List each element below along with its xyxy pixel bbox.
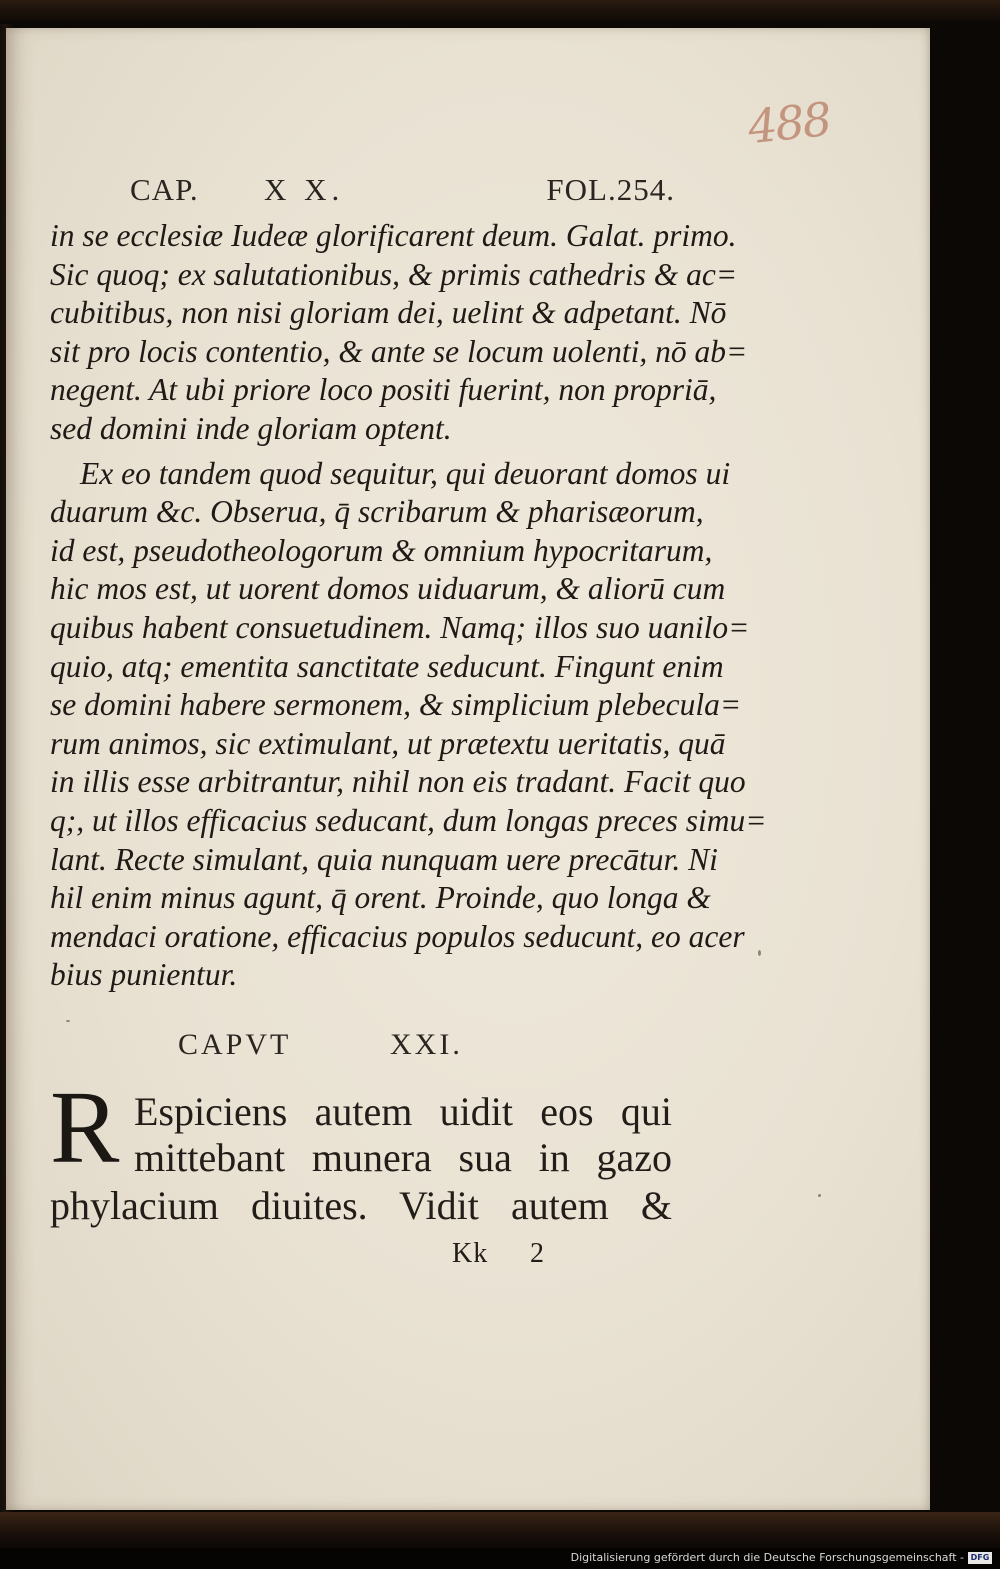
dfg-logo-icon: DFG	[968, 1552, 992, 1564]
text-line: lant. Recte simulant, quia nunquam uere precātur. Ni	[50, 841, 718, 877]
text-line: sit pro locis contentio, & ante se locum uolenti, nō ab=	[50, 333, 748, 369]
handwritten-folio-number: 488	[745, 91, 833, 155]
drop-cap: R	[50, 1070, 120, 1185]
text-line: rum animos, sic extimulant, ut prætextu ueritatis, quā	[50, 725, 726, 761]
paper-speck	[818, 1194, 821, 1197]
opening-line: Espiciens autem uidit eos qui	[134, 1089, 672, 1134]
footer-bar	[0, 1548, 1000, 1569]
text-line: quio, atq; ementita sanctitate seducunt. Fingunt enim	[50, 648, 724, 684]
chapter-heading-number: XXI.	[390, 1028, 463, 1061]
text-line: Sic quoq; ex salutationibus, & primis cathedris & ac=	[50, 256, 738, 292]
text-line: cubitibus, non nisi gloriam dei, uelint & adpetant. Nō	[50, 295, 727, 331]
book-edge-bottom	[0, 1512, 1000, 1548]
paper-speck	[758, 950, 761, 956]
text-line: duarum &c. Obserua, q̄ scribarum & pharisæorum,	[50, 494, 704, 530]
chapter-heading-word: CAPVT	[178, 1028, 292, 1061]
running-head-chapter-label: CAP.	[130, 172, 199, 207]
text-line: se domini habere sermonem, & simplicium plebecula=	[50, 687, 742, 723]
text-line: id est, pseudotheologorum & omnium hypocritarum,	[50, 532, 713, 568]
text-line: bius punientur.	[50, 957, 238, 993]
chapter-opening	[50, 1070, 672, 1242]
paper-speck	[66, 1020, 70, 1022]
text-line: Ex eo tandem quod sequitur, qui deuorant domos ui	[80, 455, 731, 491]
running-head	[130, 164, 675, 212]
text-line: mendaci oratione, efficacius populos seducunt, eo acer	[50, 918, 745, 954]
book-page	[6, 28, 930, 1510]
signature-number: 2	[530, 1238, 545, 1269]
text-line: negent. At ubi priore loco positi fuerint, non propriā,	[50, 372, 717, 408]
signature-letters: Kk	[452, 1238, 489, 1269]
running-head-folio: FOL.254.	[546, 172, 675, 207]
funding-credit: Digitalisierung gefördert durch die Deutsche Forschungsgemeinschaft -	[570, 1551, 964, 1564]
body-text	[50, 217, 767, 995]
text-line: in illis esse arbitrantur, nihil non eis tradant. Facit quo	[50, 764, 746, 800]
text-line: sed domini inde gloriam optent.	[50, 410, 452, 446]
text-line: q;, ut illos efficacius seducant, dum longas preces simu=	[50, 802, 767, 838]
opening-line: mittebant munera sua in gazo	[134, 1135, 672, 1180]
text-line: in se ecclesiæ Iudeæ glorificarent deum. Galat. primo.	[50, 218, 737, 253]
book-edge-top	[0, 0, 1000, 24]
opening-line: phylacium diuites. Vidit autem &	[50, 1183, 672, 1228]
running-head-chapter-number: X X.	[264, 172, 345, 207]
text-line: hil enim minus agunt, q̄ orent. Proinde, quo longa &	[50, 880, 711, 916]
text-line: hic mos est, ut uorent domos uiduarum, & aliorū cum	[50, 571, 726, 607]
text-line: quibus habent consuetudinem. Namq; illos suo uanilo=	[50, 609, 750, 645]
chapter-heading	[178, 1024, 478, 1068]
